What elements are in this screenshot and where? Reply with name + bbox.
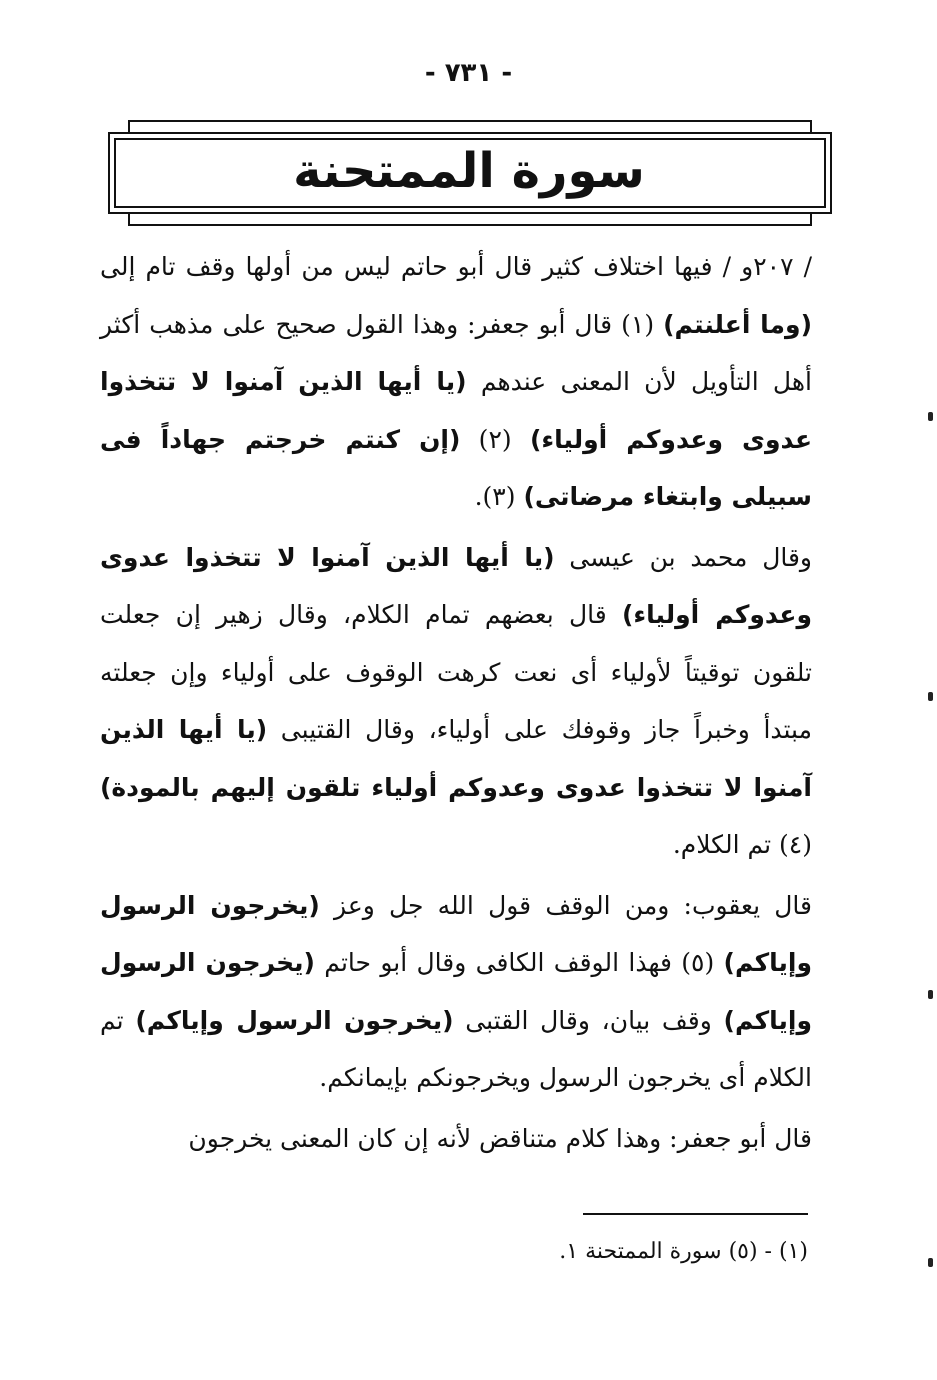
quran-quote: (يا أيها الذين آمنوا لا تتخذوا عدوى وعدوكم أولياء) [100,367,813,454]
surah-title: سورة الممتحنة [293,143,645,199]
text-run: تم الكلام أى يخرجون الرسول ويخرجونكم بإيمانكم. [100,1005,812,1092]
scan-margin-mark [928,1258,933,1267]
text-run: وقال محمد بن عيسى [554,542,812,572]
paragraph [100,877,812,1107]
text-run: (٤) تم الكلام. [672,830,812,859]
paragraph [100,238,812,526]
text-run: (١) قال أبو جعفر: وهذا القول صحيح على مذهب أكثر أهل التأويل لأن المعنى عندهم [100,309,812,396]
text-run: وقف بيان، وقال القتبى [453,1005,724,1035]
page-number: - ٧٣١ - [424,58,513,88]
quran-quote: (يا أيها الذين آمنوا لا تتخذوا عدوى وعدوكم أولياء) [100,542,812,629]
quran-quote: (يخرجون الرسول وإياكم) [135,1005,454,1035]
quran-quote: (إن كنتم خرجتم جهاداً فى سبيلى وابتغاء مرضاتى) [100,424,812,511]
text-run: قال أبو جعفر: وهذا كلام متناقض لأنه إن كان المعنى يخرجون [188,1123,812,1153]
text-run: (٣). [474,482,524,511]
quran-quote: (يخرجون الرسول وإياكم) [100,948,812,1035]
text-run: (٢) [460,424,530,454]
scan-margin-mark [928,692,933,701]
quran-quote: (وما أعلنتم) [663,309,813,339]
text-run: قال بعضهم تمام الكلام، وقال زهير إن جعلت تلقون توقيتاً لأولياء أى نعت كرهت الوقوف على أولياء وإن جعلته مبتدأ وخبراً جاز وقوفك على أولياء، وقال القتيبى [100,600,812,744]
text-run: / ٢٠٧و / فيها اختلاف كثير قال أبو حاتم ليس من أولها وقف تام إلى [100,252,812,281]
paragraph [100,1110,812,1168]
scan-margin-mark [928,412,933,421]
body-text [100,238,812,1167]
quran-quote: (يخرجون الرسول وإياكم) [100,890,812,977]
text-run: (٥) فهذا الوقف الكافى وقال أبو حاتم [314,948,724,977]
scan-margin-mark [928,990,933,999]
paragraph [100,529,812,874]
quran-quote: (يا أيها الذين آمنوا لا تتخذوا عدوى وعدوكم أولياء تلقون إليهم بالمودة) [100,715,812,802]
text-run: قال يعقوب: ومن الوقف قول الله جل وعز [319,890,813,920]
footnote-divider [583,1213,808,1215]
footnote: (١) - (٥) سورة الممتحنة ١. [559,1239,808,1264]
